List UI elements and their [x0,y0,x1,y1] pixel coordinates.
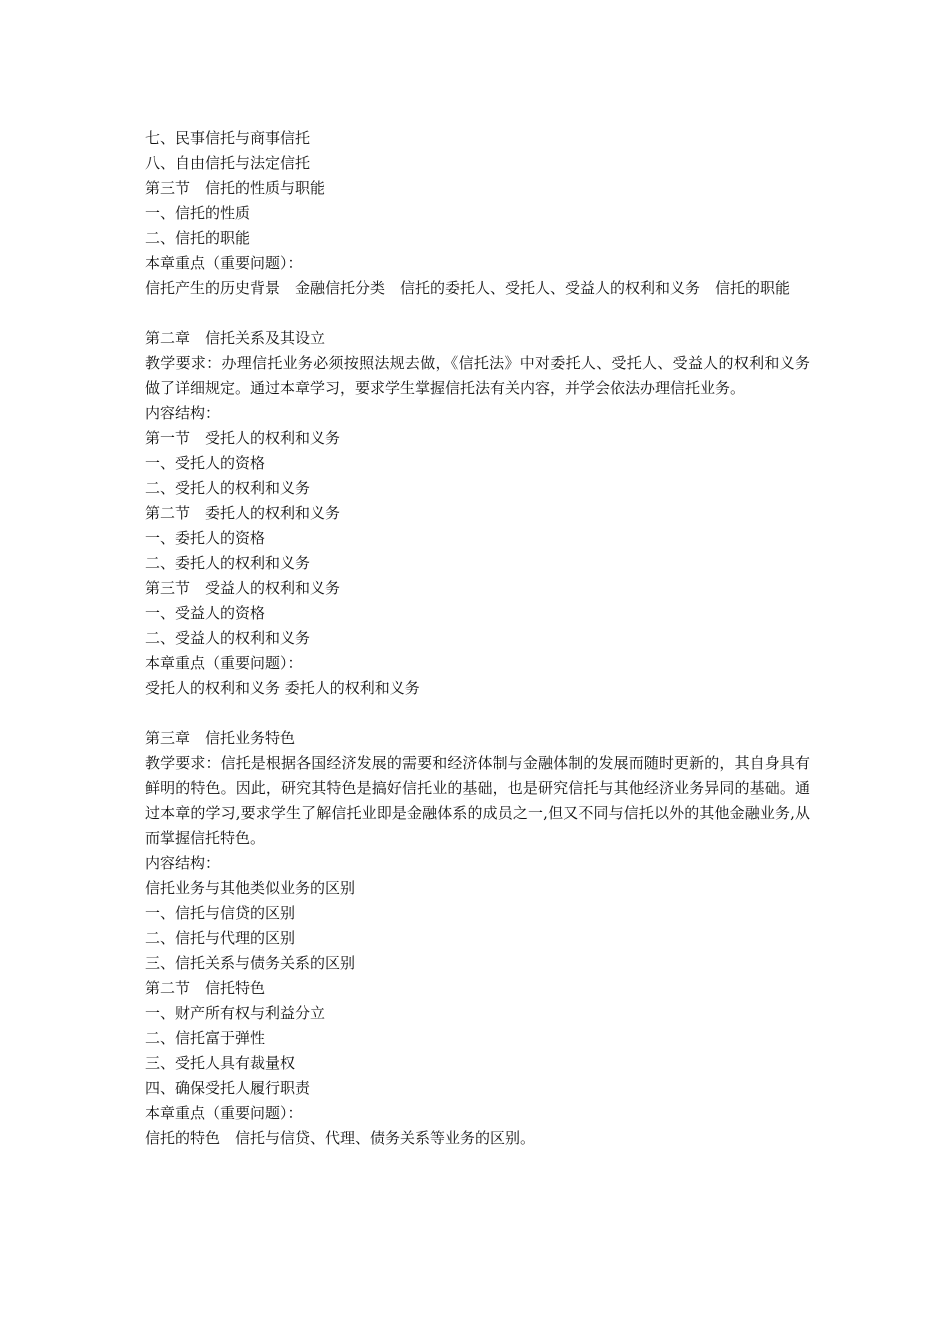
list-item: 八、自由信托与法定信托 [145,154,311,172]
keypoints-text: 信托的特色 信托与信贷、代理、债务关系等业务的区别。 [145,1129,536,1147]
list-item: 一、受益人的资格 [145,604,266,622]
teaching-requirement: 教学要求：办理信托业务必须按照法规去做，《信托法》中对委托人、受托人、受益人的权利和义务做了详细规定。通过本章学习，要求学生掌握信托法有关内容，并学会依法办理信托业务。 [145,354,810,397]
list-item: 二、信托与代理的区别 [145,929,296,947]
keypoints-text: 信托产生的历史背景 金融信托分类 信托的委托人、受托人、受益人的权利和义务 信托的职能 [145,279,791,297]
spacer [145,301,810,326]
spacer [145,701,810,726]
document-page [145,126,810,1151]
section-heading: 第一节 受托人的权利和义务 [145,429,341,447]
chapter-title: 第三章 信托业务特色 [145,729,296,747]
chapter-title: 第二章 信托关系及其设立 [145,329,326,347]
structure-label: 内容结构： [145,404,221,422]
section-heading: 第二节 信托特色 [145,979,266,997]
list-item: 二、信托富于弹性 [145,1029,266,1047]
list-item: 二、信托的职能 [145,229,251,247]
list-item: 七、民事信托与商事信托 [145,129,311,147]
section-heading: 第二节 委托人的权利和义务 [145,504,341,522]
list-item: 四、确保受托人履行职责 [145,1079,311,1097]
section-heading: 第三节 信托的性质与职能 [145,179,326,197]
list-item: 三、受托人具有裁量权 [145,1054,296,1072]
list-item: 一、信托与信贷的区别 [145,904,296,922]
list-item: 二、委托人的权利和义务 [145,554,311,572]
list-item: 一、财产所有权与利益分立 [145,1004,326,1022]
structure-label: 内容结构： [145,854,221,872]
section-heading: 信托业务与其他类似业务的区别 [145,879,356,897]
list-item: 一、信托的性质 [145,204,251,222]
list-item: 一、委托人的资格 [145,529,266,547]
list-item: 三、信托关系与债务关系的区别 [145,954,356,972]
list-item: 一、受托人的资格 [145,454,266,472]
list-item: 二、受托人的权利和义务 [145,479,311,497]
teaching-requirement: 教学要求：信托是根据各国经济发展的需要和经济体制与金融体制的发展而随时更新的，其自身具有鲜明的特色。因此，研究其特色是搞好信托业的基础，也是研究信托与其他经济业务异同的基础。通过本章的学习,要求学生了解信托业即是金融体系的成员之一,但又不同与信托以外的其他金融业务,从而掌握信托特色。 [145,754,810,847]
keypoints-text: 受托人的权利和义务 委托人的权利和义务 [145,679,420,697]
keypoints-label: 本章重点（重要问题）： [145,254,303,272]
keypoints-label: 本章重点（重要问题）： [145,1104,303,1122]
keypoints-label: 本章重点（重要问题）： [145,654,303,672]
section-heading: 第三节 受益人的权利和义务 [145,579,341,597]
list-item: 二、受益人的权利和义务 [145,629,311,647]
